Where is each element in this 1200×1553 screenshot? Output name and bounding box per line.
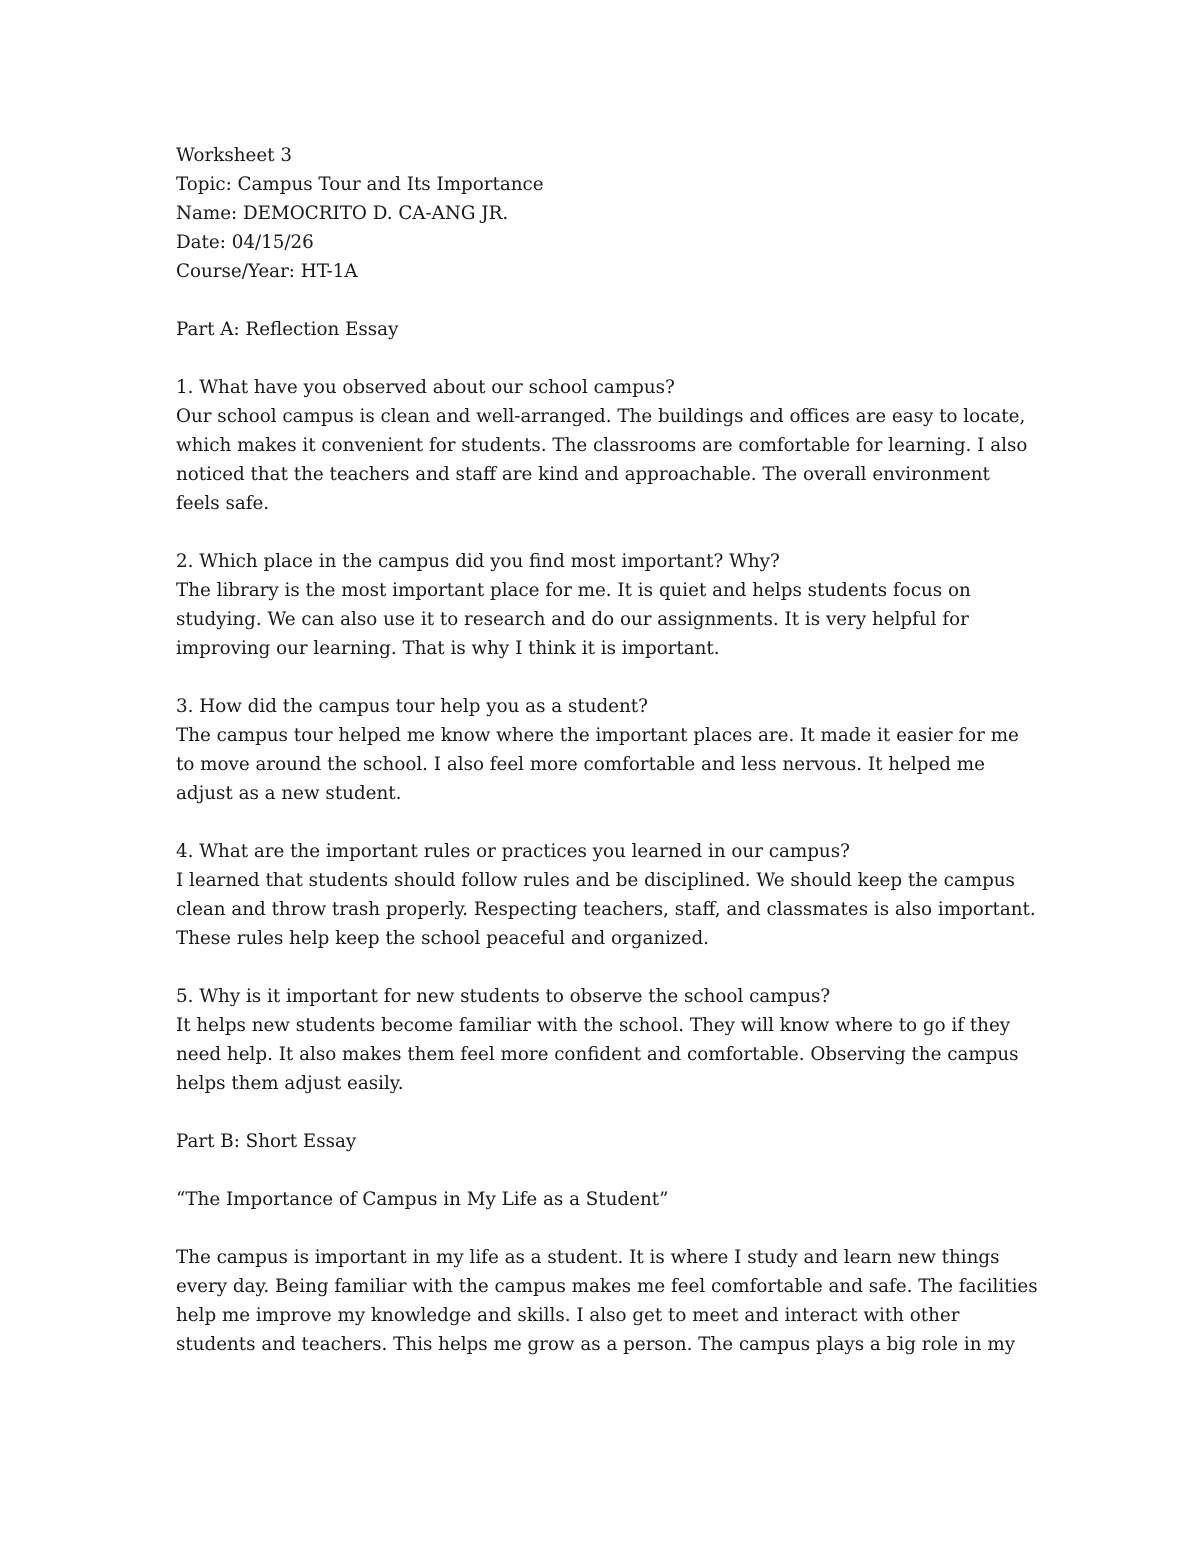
answer-line: need help. It also makes them feel more confident and comfortable. Observing the campus bbox=[176, 1044, 1019, 1065]
part-b-heading: Part B: Short Essay bbox=[176, 1131, 357, 1152]
spacer bbox=[176, 1214, 1036, 1243]
answer-line: The library is the most important place for me. It is quiet and helps students focus on bbox=[176, 580, 971, 601]
answer-line: to move around the school. I also feel more comfortable and less nervous. It helped me bbox=[176, 754, 985, 775]
question-1 bbox=[176, 373, 1036, 518]
question-text: 2. Which place in the campus did you find most important? Why? bbox=[176, 551, 780, 572]
spacer bbox=[176, 808, 1036, 837]
name-line: Name: DEMOCRITO D. CA-ANG JR. bbox=[176, 203, 509, 224]
answer-line: adjust as a new student. bbox=[176, 783, 402, 804]
answer-line: These rules help keep the school peaceful and organized. bbox=[176, 928, 709, 949]
question-text: 3. How did the campus tour help you as a student? bbox=[176, 696, 648, 717]
answer-line: noticed that the teachers and staff are kind and approachable. The overall environment bbox=[176, 464, 990, 485]
essay-line: The campus is important in my life as a student. It is where I study and learn new things bbox=[176, 1247, 1000, 1268]
spacer bbox=[176, 286, 1036, 315]
worksheet-label: Worksheet 3 bbox=[176, 145, 292, 166]
answer-line: helps them adjust easily. bbox=[176, 1073, 404, 1094]
date-line: Date: 04/15/26 bbox=[176, 232, 314, 253]
question-2 bbox=[176, 547, 1036, 663]
answer-line: which makes it convenient for students. The classrooms are comfortable for learning. I also bbox=[176, 435, 1028, 456]
document-body bbox=[176, 141, 1036, 1359]
essay-line: help me improve my knowledge and skills. I also get to meet and interact with other bbox=[176, 1305, 960, 1326]
spacer bbox=[176, 663, 1036, 692]
answer-line: clean and throw trash properly. Respecting teachers, staff, and classmates is also important. bbox=[176, 899, 1036, 920]
spacer bbox=[176, 344, 1036, 373]
answer-line: It helps new students become familiar with the school. They will know where to go if they bbox=[176, 1015, 1011, 1036]
answer-line: improving our learning. That is why I think it is important. bbox=[176, 638, 720, 659]
question-5 bbox=[176, 982, 1036, 1098]
question-text: 5. Why is it important for new students to observe the school campus? bbox=[176, 986, 831, 1007]
question-text: 4. What are the important rules or practices you learned in our campus? bbox=[176, 841, 850, 862]
spacer bbox=[176, 1098, 1036, 1127]
answer-line: Our school campus is clean and well-arranged. The buildings and offices are easy to locate, bbox=[176, 406, 1026, 427]
part-a-heading: Part A: Reflection Essay bbox=[176, 319, 399, 340]
answer-line: feels safe. bbox=[176, 493, 270, 514]
answer-line: studying. We can also use it to research and do our assignments. It is very helpful for bbox=[176, 609, 969, 630]
essay-body bbox=[176, 1243, 1036, 1359]
essay-line: students and teachers. This helps me grow as a person. The campus plays a big role in my bbox=[176, 1334, 1016, 1355]
course-year-line: Course/Year: HT-1A bbox=[176, 261, 358, 282]
essay-title: “The Importance of Campus in My Life as a Student” bbox=[176, 1189, 669, 1210]
spacer bbox=[176, 1156, 1036, 1185]
answer-line: The campus tour helped me know where the important places are. It made it easier for me bbox=[176, 725, 1019, 746]
answer-line: I learned that students should follow rules and be disciplined. We should keep the campus bbox=[176, 870, 1015, 891]
essay-line: every day. Being familiar with the campus makes me feel comfortable and safe. The facilities bbox=[176, 1276, 1038, 1297]
spacer bbox=[176, 953, 1036, 982]
question-4 bbox=[176, 837, 1036, 953]
topic-line: Topic: Campus Tour and Its Importance bbox=[176, 174, 544, 195]
spacer bbox=[176, 518, 1036, 547]
question-3 bbox=[176, 692, 1036, 808]
question-text: 1. What have you observed about our school campus? bbox=[176, 377, 675, 398]
header-block bbox=[176, 141, 1036, 286]
